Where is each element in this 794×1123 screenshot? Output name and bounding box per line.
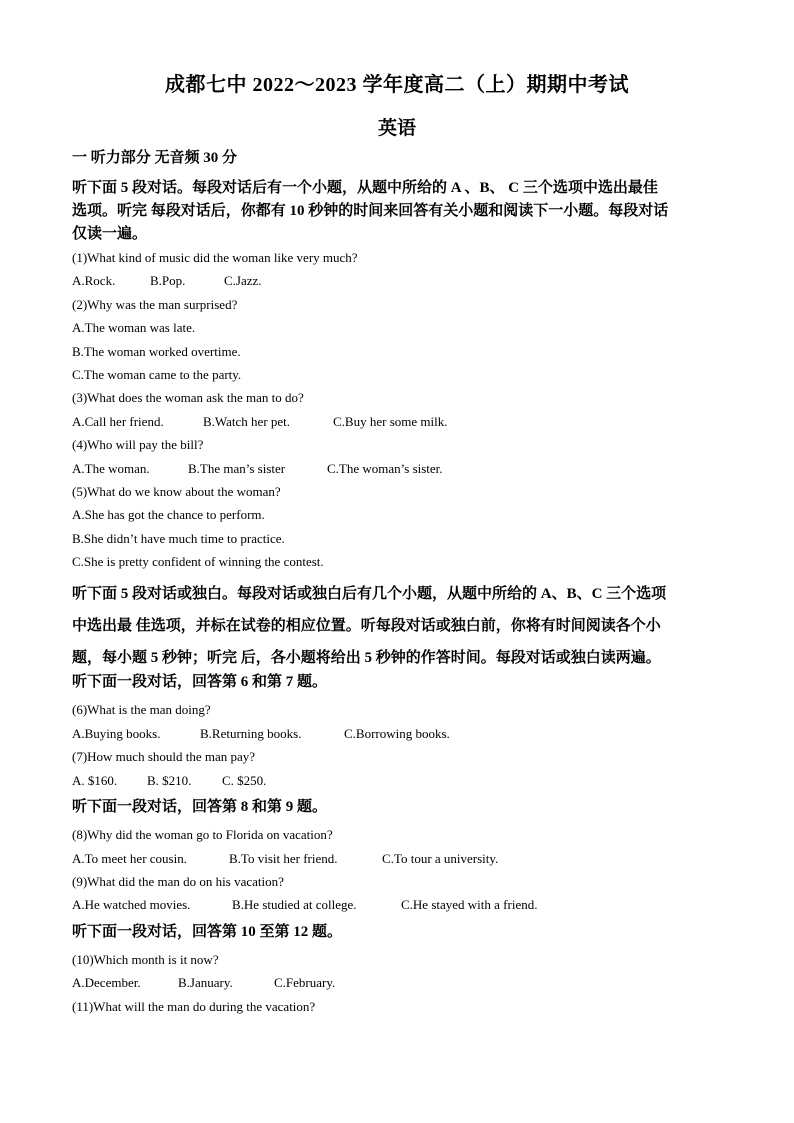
- option-b: B.She didn’t have much time to practice.: [72, 531, 285, 546]
- option-a: A. $160.: [72, 773, 118, 788]
- option-c: C.To tour a university.: [382, 851, 499, 866]
- option-b: B.To visit her friend.: [229, 851, 338, 866]
- group-heading: 听下面一段对话，回答第 6 和第 7 题。: [72, 674, 328, 690]
- option-c: C.He stayed with a friend.: [401, 897, 538, 912]
- question-stem: (4)Who will pay the bill?: [72, 437, 204, 452]
- exam-title: 成都七中 2022～2023 学年度高二（上）期期中考试: [165, 74, 629, 96]
- option-b: B. $210.: [147, 773, 192, 788]
- instruction-line: 仅读一遍。: [72, 226, 148, 242]
- option-a: A.December.: [72, 975, 141, 990]
- section-heading: 一 听力部分 无音频 30 分: [72, 150, 238, 166]
- option-b: B.Returning books.: [200, 726, 302, 741]
- question-stem: (5)What do we know about the woman?: [72, 484, 281, 499]
- option-a: A.Rock.: [72, 273, 116, 288]
- option-a: A.Buying books.: [72, 726, 161, 741]
- option-c: C.Jazz.: [224, 273, 262, 288]
- question-stem: (6)What is the man doing?: [72, 702, 211, 717]
- question-stem: (9)What did the man do on his vacation?: [72, 874, 284, 889]
- option-b: B.Watch her pet.: [203, 414, 291, 429]
- option-c: C.Borrowing books.: [344, 726, 450, 741]
- option-c: C.The woman came to the party.: [72, 367, 242, 382]
- group-heading: 听下面一段对话，回答第 10 至第 12 题。: [72, 924, 343, 940]
- option-a: A.To meet her cousin.: [72, 851, 187, 866]
- option-c: C. $250.: [222, 773, 267, 788]
- option-b: B.The woman worked overtime.: [72, 344, 241, 359]
- option-a: A.The woman.: [72, 461, 150, 476]
- option-c: C.February.: [274, 975, 336, 990]
- option-a: A.Call her friend.: [72, 414, 164, 429]
- option-c: C.She is pretty confident of winning the contest.: [72, 554, 324, 569]
- option-a: A.He watched movies.: [72, 897, 191, 912]
- option-a: A.The woman was late.: [72, 320, 196, 335]
- instruction-line: 题，每小题 5 秒钟；听完 后，各小题将给出 5 秒钟的作答时间。每段对话或独白读两遍。: [72, 650, 661, 666]
- option-c: C.Buy her some milk.: [333, 414, 448, 429]
- option-a: A.She has got the chance to perform.: [72, 507, 265, 522]
- instructions-part1: [72, 177, 722, 246]
- option-b: B.January.: [178, 975, 233, 990]
- instruction-line: 听下面 5 段对话或独白。每段对话或独白后有几个小题，从题中所给的 A、B、C 三个选项: [72, 586, 667, 602]
- instruction-line: 选项。听完 每段对话后，你都有 10 秒钟的时间来回答有关小题和阅读下一小题。每段对话: [72, 203, 669, 219]
- option-b: B.Pop.: [150, 273, 186, 288]
- question-stem: (2)Why was the man surprised?: [72, 297, 238, 312]
- exam-subject: 英语: [377, 118, 416, 139]
- question-stem: (11)What will the man do during the vacation?: [72, 999, 316, 1014]
- option-b: B.The man’s sister: [188, 461, 286, 476]
- group-heading: 听下面一段对话，回答第 8 和第 9 题。: [72, 799, 328, 815]
- question-stem: (8)Why did the woman go to Florida on vacation?: [72, 827, 333, 842]
- option-b: B.He studied at college.: [232, 897, 357, 912]
- question-stem: (1)What kind of music did the woman like very much?: [72, 250, 358, 265]
- instructions-part2: [72, 578, 722, 674]
- instruction-line: 中选出最 佳选项，并标在试卷的相应位置。听每段对话或独白前，你将有时间阅读各个小: [72, 618, 661, 634]
- question-stem: (10)Which month is it now?: [72, 952, 219, 967]
- option-c: C.The woman’s sister.: [327, 461, 443, 476]
- question-stem: (3)What does the woman ask the man to do?: [72, 390, 304, 405]
- instruction-line: 听下面 5 段对话。每段对话后有一个小题，从题中所给的 A 、B、 C 三个选项中选出最佳: [72, 180, 658, 196]
- question-stem: (7)How much should the man pay?: [72, 749, 256, 764]
